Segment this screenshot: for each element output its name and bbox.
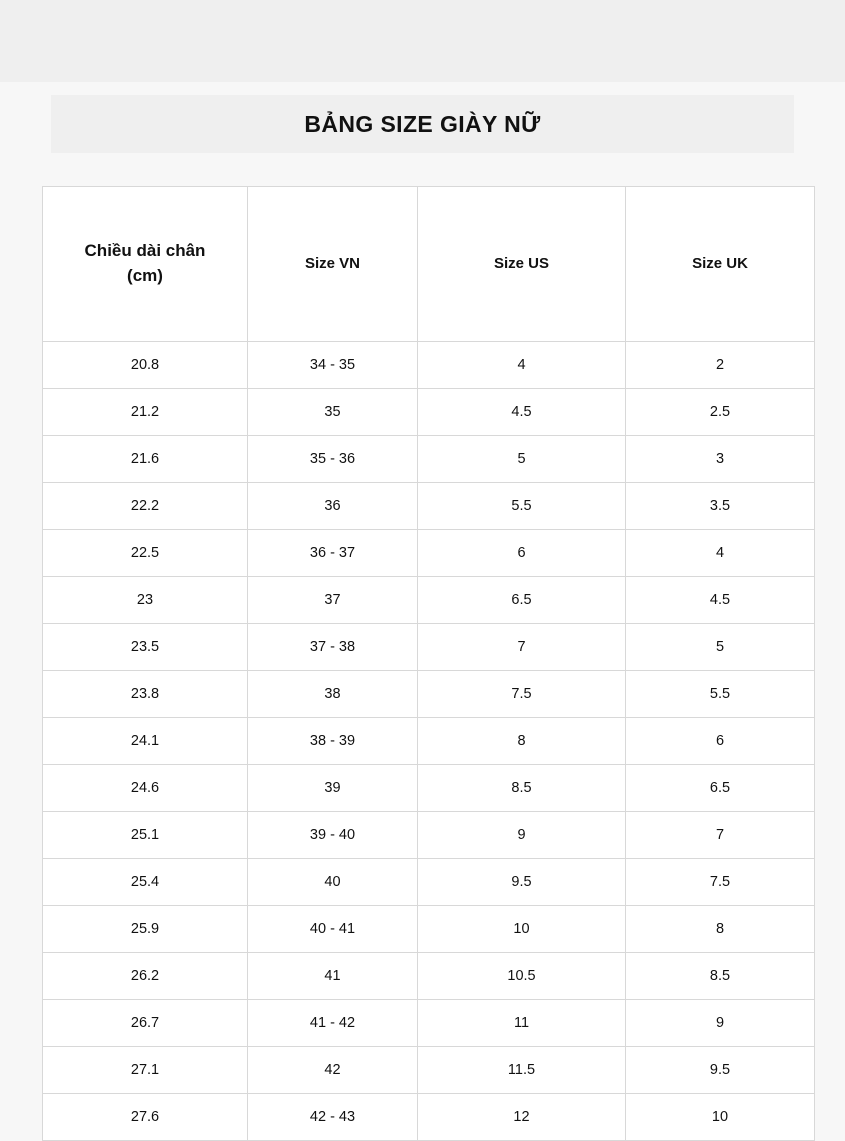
cell-size-us: 9	[418, 812, 626, 859]
cell-foot-length: 25.9	[43, 906, 248, 953]
cell-size-uk: 4.5	[626, 577, 815, 624]
size-chart-table	[42, 186, 815, 1141]
cell-size-uk: 9.5	[626, 1047, 815, 1094]
cell-foot-length: 26.7	[43, 1000, 248, 1047]
cell-size-us: 9.5	[418, 859, 626, 906]
cell-foot-length: 25.4	[43, 859, 248, 906]
table-row	[43, 1094, 815, 1141]
table-row	[43, 389, 815, 436]
table-row	[43, 718, 815, 765]
table-row	[43, 342, 815, 389]
cell-size-us: 11.5	[418, 1047, 626, 1094]
cell-size-vn: 34 - 35	[248, 342, 418, 389]
table-row	[43, 671, 815, 718]
cell-size-us: 12	[418, 1094, 626, 1141]
column-header-size-us: Size US	[418, 187, 626, 342]
table-head	[43, 187, 815, 342]
cell-size-us: 5	[418, 436, 626, 483]
cell-size-us: 11	[418, 1000, 626, 1047]
table-row	[43, 906, 815, 953]
cell-size-vn: 37	[248, 577, 418, 624]
cell-size-uk: 3.5	[626, 483, 815, 530]
cell-foot-length: 25.1	[43, 812, 248, 859]
table-row	[43, 483, 815, 530]
column-header-size-uk: Size UK	[626, 187, 815, 342]
cell-size-us: 10	[418, 906, 626, 953]
page-content	[0, 95, 845, 1141]
cell-size-us: 5.5	[418, 483, 626, 530]
cell-foot-length: 27.6	[43, 1094, 248, 1141]
table-body	[43, 342, 815, 1141]
cell-foot-length: 24.1	[43, 718, 248, 765]
cell-size-uk: 9	[626, 1000, 815, 1047]
cell-size-us: 7	[418, 624, 626, 671]
cell-foot-length: 24.6	[43, 765, 248, 812]
table-row	[43, 953, 815, 1000]
cell-size-vn: 36	[248, 483, 418, 530]
column-header-size-vn: Size VN	[248, 187, 418, 342]
cell-size-vn: 35 - 36	[248, 436, 418, 483]
cell-size-vn: 38	[248, 671, 418, 718]
cell-size-vn: 42 - 43	[248, 1094, 418, 1141]
page-top-spacer	[0, 0, 845, 82]
cell-size-vn: 42	[248, 1047, 418, 1094]
cell-foot-length: 22.2	[43, 483, 248, 530]
cell-foot-length: 23.5	[43, 624, 248, 671]
column-header-foot-length-line1: Chiều dài chân	[84, 241, 206, 261]
cell-foot-length: 27.1	[43, 1047, 248, 1094]
cell-size-uk: 7.5	[626, 859, 815, 906]
cell-size-uk: 10	[626, 1094, 815, 1141]
cell-foot-length: 21.2	[43, 389, 248, 436]
cell-size-uk: 2.5	[626, 389, 815, 436]
cell-size-vn: 39 - 40	[248, 812, 418, 859]
cell-foot-length: 23.8	[43, 671, 248, 718]
cell-size-uk: 2	[626, 342, 815, 389]
cell-foot-length: 21.6	[43, 436, 248, 483]
table-row	[43, 812, 815, 859]
cell-size-uk: 6.5	[626, 765, 815, 812]
page-title: BẢNG SIZE GIÀY NỮ	[304, 110, 541, 137]
cell-size-vn: 41 - 42	[248, 1000, 418, 1047]
cell-size-uk: 4	[626, 530, 815, 577]
table-row	[43, 1000, 815, 1047]
cell-size-uk: 6	[626, 718, 815, 765]
table-row	[43, 1047, 815, 1094]
table-row	[43, 859, 815, 906]
table-row	[43, 436, 815, 483]
table-row	[43, 624, 815, 671]
cell-size-vn: 41	[248, 953, 418, 1000]
cell-size-uk: 3	[626, 436, 815, 483]
table-row	[43, 577, 815, 624]
column-header-foot-length-line2: (cm)	[127, 266, 163, 285]
cell-size-uk: 8.5	[626, 953, 815, 1000]
cell-size-vn: 39	[248, 765, 418, 812]
table-row	[43, 765, 815, 812]
cell-size-uk: 5.5	[626, 671, 815, 718]
table-header-row	[43, 187, 815, 342]
cell-size-vn: 37 - 38	[248, 624, 418, 671]
cell-size-us: 8.5	[418, 765, 626, 812]
cell-size-us: 6.5	[418, 577, 626, 624]
cell-size-us: 6	[418, 530, 626, 577]
cell-size-vn: 40 - 41	[248, 906, 418, 953]
title-banner	[51, 95, 794, 153]
cell-size-vn: 38 - 39	[248, 718, 418, 765]
cell-foot-length: 20.8	[43, 342, 248, 389]
cell-foot-length: 26.2	[43, 953, 248, 1000]
table-row	[43, 530, 815, 577]
cell-size-vn: 35	[248, 389, 418, 436]
cell-size-us: 4.5	[418, 389, 626, 436]
cell-size-us: 7.5	[418, 671, 626, 718]
cell-size-uk: 7	[626, 812, 815, 859]
cell-size-us: 8	[418, 718, 626, 765]
column-header-foot-length	[43, 187, 248, 342]
cell-size-us: 10.5	[418, 953, 626, 1000]
cell-size-vn: 40	[248, 859, 418, 906]
cell-size-uk: 8	[626, 906, 815, 953]
cell-size-us: 4	[418, 342, 626, 389]
cell-foot-length: 22.5	[43, 530, 248, 577]
cell-foot-length: 23	[43, 577, 248, 624]
cell-size-vn: 36 - 37	[248, 530, 418, 577]
cell-size-uk: 5	[626, 624, 815, 671]
